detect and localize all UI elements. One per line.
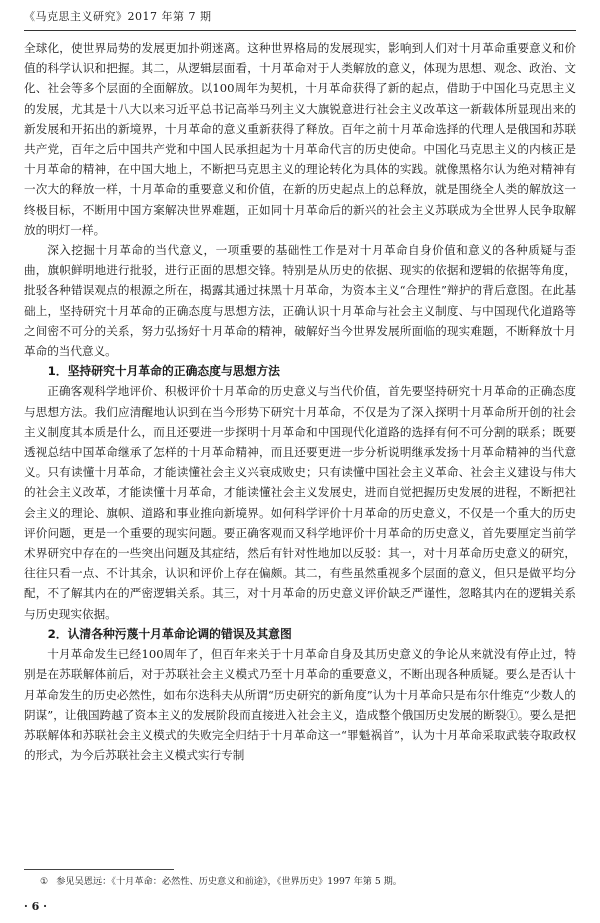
paragraph-continued: 全球化，使世界局势的发展更加扑朔迷离。这种世界格局的发展现实，影响到人们对十月革命重要意义和价值的科学认识和把握。其二，从逻辑层面看，十月革命对于人类解放的意义，体现为思想、观念、政治、文化、社会等多个层面的全面解放。以100周年为契机，十月革命获得了新的起点，借助于中国化马克思主义的发展，尤其是十八大以来习近平总书记高举马列主义大旗锐意进行社会主义改革这一新载体所显现出来的新发展和开拓出的新境界，十月革命的意义重新获得了释放。百年之前十月革命选择的代理人是俄国和苏联共产党，百年之后中国共产党和中国人民承担起为十月革命代言的历史使命。中国化马克思主义的内核正是十月革命的精神，在中国大地上，不断把马克思主义的理论转化为具体的实践。就像黑格尔认为绝对精神有一次大的释放一样，十月革命的重要意义和价值，在新的历史起点上的总释放，就是围绕全人类的解放这一终极目标，不断用中国方案解决世界难题，正如同十月革命后的新兴的社会主义苏联成为全世界人民争取解放的明灯一样。	[24, 41, 576, 237]
article-body	[24, 38, 576, 765]
running-header	[24, 8, 576, 24]
header-rule	[24, 30, 576, 31]
footnote-mark: ①	[40, 876, 49, 887]
section-1-paragraph: 正确客观科学地评价、积极评价十月革命的历史意义与当代价值，首先要坚持研究十月革命的正确态度与思想方法。我们应清醒地认识到在当今形势下研究十月革命，不仅是为了深入探明十月革命所开创的社会主义制度其本质是什么，而且还要进一步探明十月革命和中国现代化道路的选择有何不可分割的联系；既要透视总结中国革命继承了怎样的十月革命精神，而且还要更进一步分析说明继承发扬十月革命精神的当代意义。只有读懂十月革命，才能读懂社会主义兴衰成败史；只有读懂中国社会主义革命、社会主义建设与伟大的社会主义改革，才能读懂十月革命，才能读懂社会主义发展史，进而自觉把握历史发展的进程，不断把社会主义的理论、旗帜、道路和事业推向新境界。如何科学评价十月革命的历史意义，不仅是一个重大的历史评价问题，更是一个重要的现实问题。要正确客观而又科学地评价十月革命的历史意义，首先要厘定当前学术界研究中存在的一些突出问题及其症结，然后有针对性地加以反驳：其一，对十月革命历史意义的研究，往往只看一点、不计其余，认识和评价上存在偏颇。其二，有些虽然重视多个层面的意义，但只是做平均分配，不了解其内在的严密逻辑关系。其三，对十月革命的历史意义评价缺乏严谨性，忽略其内在的逻辑关系与历史现实依据。	[24, 384, 576, 621]
footnote-text: 参见吴恩远：《十月革命：必然性、历史意义和前途》，《世界历史》1997 年第 5 期。	[56, 876, 402, 887]
journal-title: 《马克思主义研究》2017 年第 7 期	[24, 10, 212, 23]
footnote-rule	[24, 869, 174, 870]
footnote	[40, 876, 576, 888]
section-heading-1: 1．坚持研究十月革命的正确态度与思想方法	[47, 364, 280, 379]
section-2-paragraph: 十月革命发生已经100周年了，但百年来关于十月革命自身及其历史意义的争论从来就没有停止过，特别是在苏联解体前后，对于苏联社会主义模式乃至十月革命的重要意义，不断出现各种质疑。要么是否认十月革命发生的历史必然性，如布尔迭科夫从所谓“历史研究的新角度”认为十月革命只是布尔什维克“少数人的阴谋”，让俄国跨越了资本主义的发展阶段而直接进入社会主义，造成整个俄国历史发展的断裂①。要么是把苏联解体和苏联社会主义模式的失败完全归结于十月革命这一“罪魁祸首”，认为十月革命采取武装夺取政权的形式，为今后苏联社会主义模式实行专制	[24, 647, 576, 763]
page-number: · 6 ·	[24, 900, 47, 913]
paragraph: 深入挖掘十月革命的当代意义，一项重要的基础性工作是对十月革命自身价值和意义的各种质疑与歪曲，旗帜鲜明地进行批驳，进行正面的思想交锋。特别是从历史的依据、现实的依据和逻辑的依据等角度，批驳各种错误观点的根源之所在，揭露其通过抹黑十月革命，为资本主义“合理性”辩护的背后意图。在此基础上，坚持研究十月革命的正确态度与思想方法，正确认识十月革命与社会主义制度、与中国现代化道路等之间密不可分的关系，努力弘扬好十月革命的精神，破解好当今世界发展所面临的现实难题，不断释放十月革命的当代意义。	[24, 243, 576, 359]
section-heading-2: 2．认清各种污蔑十月革命论调的错误及其意图	[47, 626, 292, 641]
